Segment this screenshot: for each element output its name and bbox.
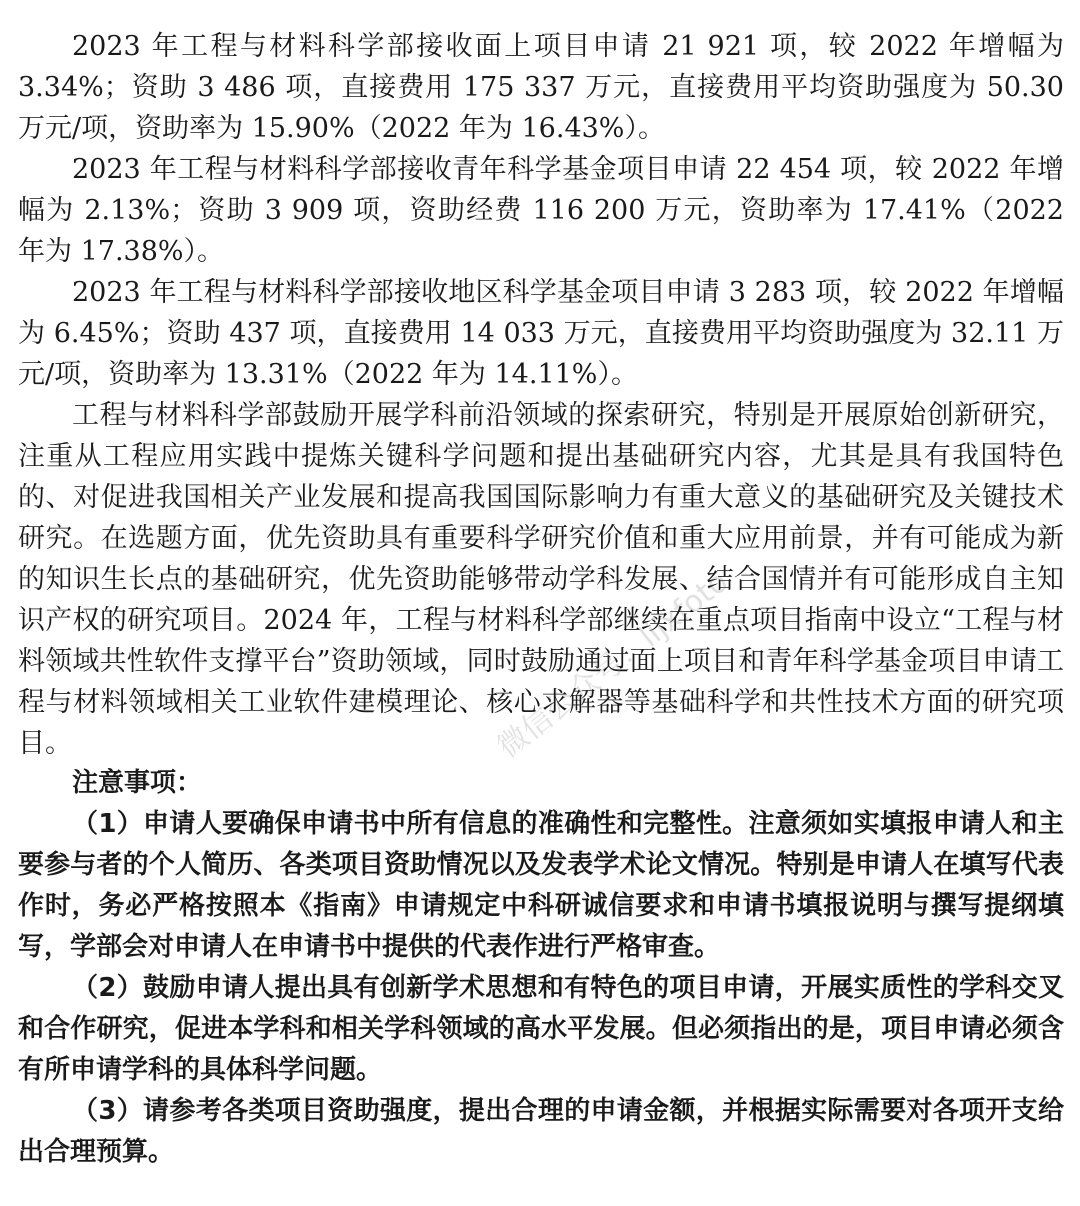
note-item-3: （3）请参考各类项目资助强度，提出合理的申请金额，并根据实际需要对各项开支给出合理预算。 [18, 1096, 1064, 1167]
paragraph-youth-program: 2023 年工程与材料科学部接收青年科学基金项目申请 22 454 项，较 2022 年增幅为 2.13%；资助 3 909 项，资助经费 116 200 万元，资助率为 17.41%（2022 年为 17.38%）。 [18, 154, 1064, 267]
watermark: 微信公众号：lijxfoto [491, 564, 735, 766]
notes-heading: 注意事项： [72, 768, 203, 798]
paragraph-regional-program: 2023 年工程与材料科学部接收地区科学基金项目申请 3 283 项，较 2022 年增幅为 6.45%；资助 437 项，直接费用 14 033 万元，直接费用平均资助强度为 32.11 万元/项，资助率为 13.31%（2022 年为 14.11%）。 [18, 277, 1064, 390]
note-item-2: （2）鼓励申请人提出具有创新学术思想和有特色的项目申请，开展实质性的学科交叉和合作研究，促进本学科和相关学科领域的高水平发展。但必须指出的是，项目申请必须含有所申请学科的具体科学问题。 [18, 973, 1064, 1085]
note-item-1: （1）申请人要确保申请书中所有信息的准确性和完整性。注意须如实填报申请人和主要参与者的个人简历、各类项目资助情况以及发表学术论文情况。特别是申请人在填写代表作时，务必严格按照本《指南》申请规定中科研诚信要求和申请书填报说明与撰写提纲填写，学部会对申请人在申请书中提供的代表作进行严格审查。 [18, 809, 1064, 962]
paragraph-research-priorities: 工程与材料科学部鼓励开展学科前沿领域的探索研究，特别是开展原始创新研究，注重从工程应用实践中提炼关键科学问题和提出基础研究内容，尤其是具有我国特色的、对促进我国相关产业发展和提高我国国际影响力有重大意义的基础研究及关键技术研究。在选题方面，优先资助具有重要科学研究价值和重大应用前景，并有可能成为新的知识生长点的基础研究，优先资助能够带动学科发展、结合国情并有可能形成自主知识产权的研究项目。2024 年，工程与材料科学部继续在重点项目指南中设立“工程与材料领域共性软件支撑平台”资助领域，同时鼓励通过面上项目和青年科学基金项目申请工程与材料领域相关工业软件建模理论、核心求解器等基础科学和共性技术方面的研究项目。 [18, 400, 1064, 759]
paragraph-general-program: 2023 年工程与材料科学部接收面上项目申请 21 921 项，较 2022 年增幅为 3.34%；资助 3 486 项，直接费用 175 337 万元，直接费用平均资助强度为 50.30 万元/项，资助率为 15.90%（2022 年为 16.43%）。 [18, 31, 1064, 144]
